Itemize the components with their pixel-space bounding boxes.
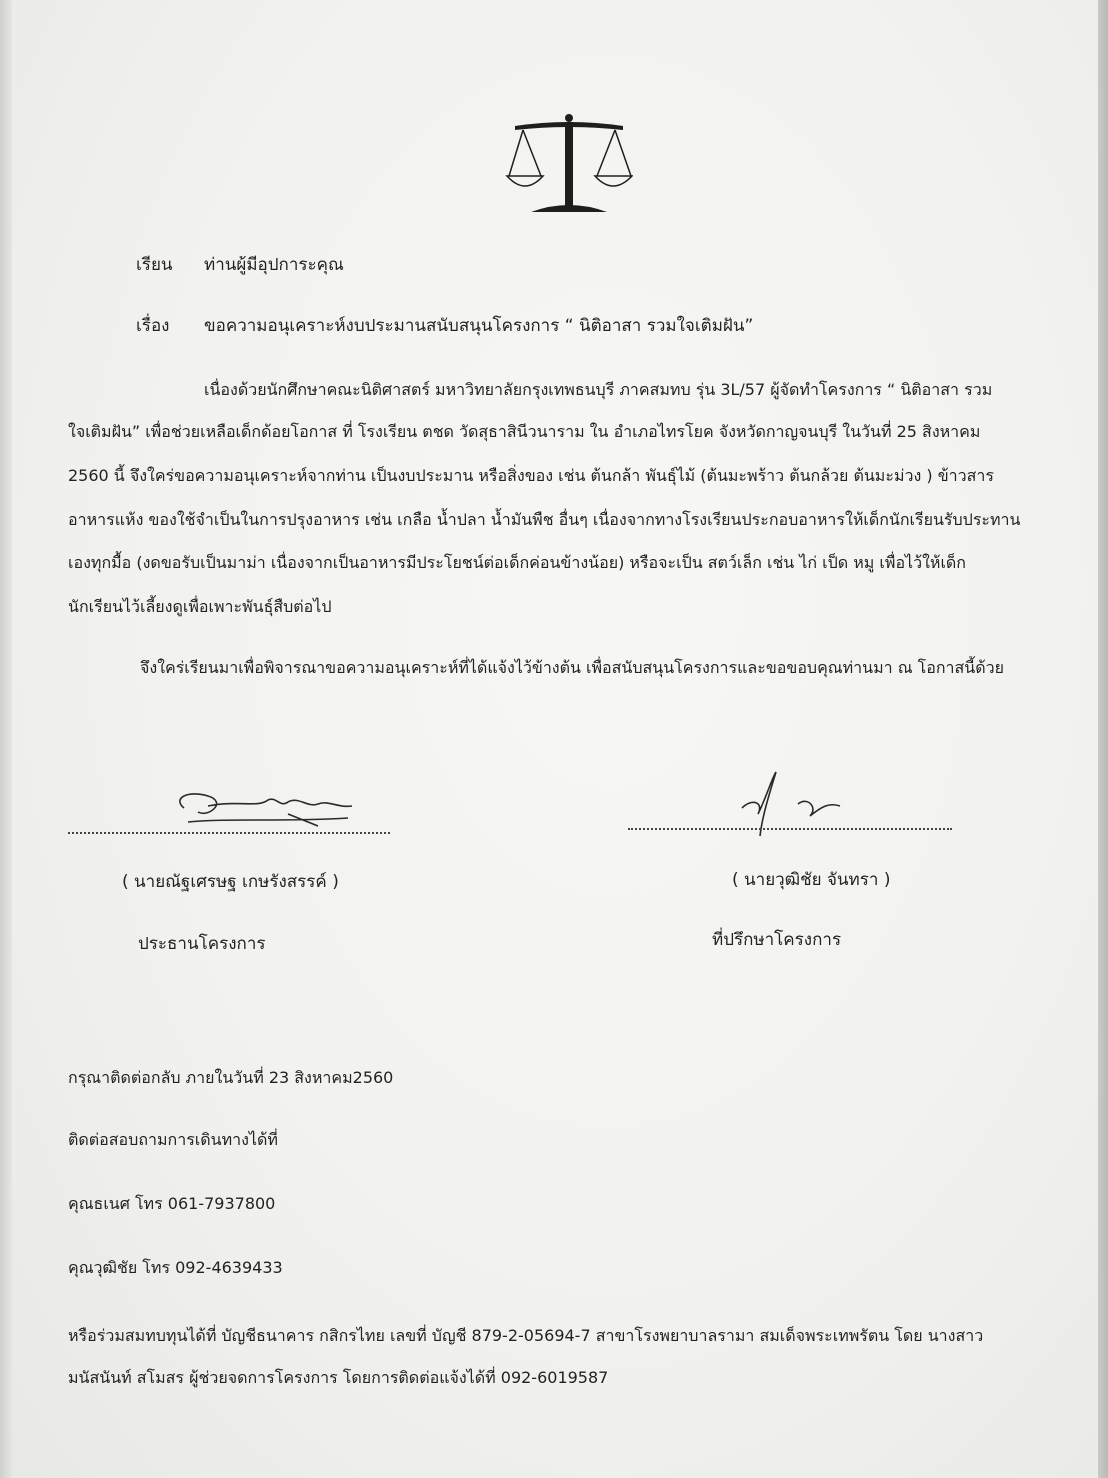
inquiry-label: ติดต่อสอบถามการเดินทางได้ที่ xyxy=(68,1130,278,1149)
left-signature-line xyxy=(68,832,390,834)
salutation-label: เรียน xyxy=(136,255,173,275)
left-signer-title: ประธานโครงการ xyxy=(138,934,266,954)
body-line: ใจเติมฝัน” เพื่อช่วยเหลือเด็กด้อยโอกาส ที่ โรงเรียน ตชด วัดสุธาสินีวนาราม ใน อำเภอไทรโยค จังหวัดกาญจนบุรี ในวันที่ 25 สิงหาคม xyxy=(68,422,981,441)
body-line: เองทุกมื้อ (งดขอรับเป็นมาม่า เนื่องจากเป็นอาหารมีประโยชน์ต่อเด็กค่อนข้างน้อย) หรือจะเป็น สตว์เล็ก เช่น ไก่ เป็ด หมู เพื่อไว้ให้เด็ก xyxy=(68,553,966,572)
contact-person-1: คุณธเนศ โทร 061-7937800 xyxy=(68,1194,276,1213)
left-signer-name: ( นายณัฐเศรษฐ เกษรังสรรค์ ) xyxy=(122,872,339,892)
donation-info-line-1: หรือร่วมสมทบทุนได้ที่ บัญชีธนาคาร กสิกรไทย เลขที่ บัญชี 879-2-05694-7 สาขาโรงพยาบาลรามา สมเด็จพระเทพรัตน โดย นางสาว xyxy=(68,1326,984,1345)
right-signer-name: ( นายวุฒิชัย จันทรา ) xyxy=(732,870,891,890)
scales-of-justice-icon xyxy=(505,112,633,218)
body-line: นักเรียนไว้เลี้ยงดูเพื่อเพาะพันธุ์สืบต่อไป xyxy=(68,597,332,616)
reply-by-date: กรุณาติดต่อกลับ ภายในวันที่ 23 สิงหาคม2560 xyxy=(68,1068,394,1087)
closing-line: จึงใคร่เรียนมาเพื่อพิจารณาขอความอนุเคราะห์ที่ได้แจ้งไว้ข้างต้น เพื่อสนับสนุนโครงการและขอขอบคุณท่านมา ณ โอกาสนี้ด้วย xyxy=(140,658,1004,677)
salutation-value: ท่านผู้มีอุปการะคุณ xyxy=(204,255,344,275)
right-signature-line xyxy=(628,828,952,830)
body-line: อาหารแห้ง ของใช้จำเป็นในการปรุงอาหาร เช่น เกลือ น้ำปลา น้ำมันพืช อื่นๆ เนื่องจากทางโรงเรียนประกอบอาหารให้เด็กนักเรียนรับประทาน xyxy=(68,510,1021,529)
contact-person-2: คุณวุฒิชัย โทร 092-4639433 xyxy=(68,1258,283,1277)
left-signature-icon xyxy=(168,778,368,838)
donation-info-line-2: มนัสนันท์ สโมสร ผู้ช่วยจดการโครงการ โดยการติดต่อแจ้งได้ที่ 092-6019587 xyxy=(68,1368,609,1387)
body-line: เนื่องด้วยนักศึกษาคณะนิติศาสตร์ มหาวิทยาลัยกรุงเทพธนบุรี ภาคสมทบ รุ่น 3L/57 ผู้จัดทำโครงการ “ นิติอาสา รวม xyxy=(204,380,993,399)
body-line: 2560 นี้ จึงใคร่ขอความอนุเคราะห์จากท่าน เป็นงบประมาน หรือสิ่งของ เช่น ต้นกล้า พันธุ์ไม้ (ต้นมะพร้าว ต้นกล้วย ต้นมะม่วง ) ข้าวสาร xyxy=(68,466,994,485)
subject-value: ขอความอนุเคราะห์งบประมานสนับสนุนโครงการ “ นิติอาสา รวมใจเติมฝัน” xyxy=(204,316,754,336)
right-signer-title: ที่ปรึกษาโครงการ xyxy=(712,930,842,950)
subject-label: เรื่อง xyxy=(136,316,170,336)
